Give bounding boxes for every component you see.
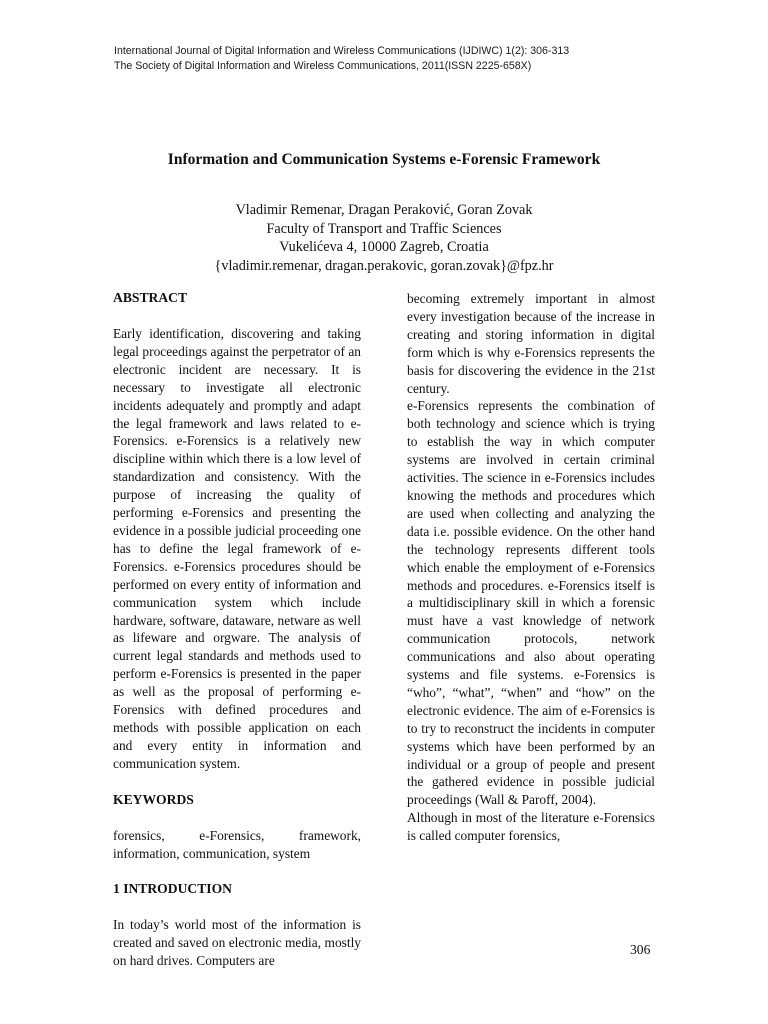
author-block xyxy=(0,201,768,275)
page-number: 306 xyxy=(630,942,651,957)
introduction-paragraph-2: e-Forensics represents the combination of both technology and science which is trying to establish the way in which computer systems are involved in certain criminal activities. The science in e-Forensics includes knowing the methods and procedures which are used when collecting and analyzing the data i.e. possible evidence. On the other hand the technology represents different tools which enable the employment of e-Forensics methods and procedures. e-Forensics itself is a multidisciplinary skill in which a forensic must have a vast knowledge of network communication protocols, network communications and also about operating systems and file systems. e-Forensics is “who”, “what”, “when” and “how” on the electronic evidence. The aim of e-Forensics is to try to reconstruct the incidents in computer systems which have been performed by an individual or a group of people and present the gathered evidence in possible judicial proceedings (Wall & Paroff, 2004). xyxy=(407,398,655,808)
introduction-paragraph-3: Although in most of the literature e-Forensics is called computer forensics, xyxy=(407,810,655,844)
author-names: Vladimir Remenar, Dragan Peraković, Goran Zovak xyxy=(235,202,533,218)
left-column xyxy=(113,289,361,970)
introduction-heading: 1 INTRODUCTION xyxy=(113,881,232,897)
author-affiliation: Faculty of Transport and Traffic Sciences xyxy=(266,220,502,237)
abstract-text: Early identification, discovering and taking legal proceedings against the perpetrator of an electronic incident are necessary. It is necessary to investigate all electronic incidents adequately and promptly and adapt the legal framework and laws related to e-Forensics. e-Forensics is a relatively new discipline within which there is a low level of standardization and consistency. With the purpose of increasing the quality of performing e-Forensics and presenting the evidence in a possible judicial proceeding one has to define the legal framework of e-Forensics. e-Forensics procedures should be performed on every entity of information and communication system which include hardware, software, dataware, netware as well as lifeware and orgware. The analysis of current legal standards and methods used to perform e-Forensics is presented in the paper as well as the proposal of performing e-Forensics with defined procedures and methods with possible application on each and every entity in information and communication system. xyxy=(113,326,361,771)
introduction-paragraph-1-end: becoming extremely important in almost every investigation because of the increase in creating and storing information in digital form which is why e-Forensics represents the basis for discovering the evidence in the 21st century. xyxy=(407,291,655,396)
abstract-heading: ABSTRACT xyxy=(113,290,188,305)
author-emails: {vladimir.remenar, dragan.perakovic, goran.zovak}@fpz.hr xyxy=(214,257,554,274)
journal-header-line-1: International Journal of Digital Information and Wireless Communications (IJDIWC) 1(2): 306-313 xyxy=(114,45,570,57)
keywords-heading: KEYWORDS xyxy=(113,791,194,807)
journal-header xyxy=(114,44,569,74)
right-column xyxy=(407,290,655,845)
journal-header-line-2: The Society of Digital Information and Wireless Communications, 2011(ISSN 2225-658X) xyxy=(114,60,532,72)
introduction-paragraph-1-start: In today’s world most of the information is created and saved on electronic media, mostly on hard drives. Computers are xyxy=(113,917,361,969)
paper-title: Information and Communication Systems e-Forensic Framework xyxy=(167,151,601,168)
keywords-text: forensics, e-Forensics, framework, information, communication, system xyxy=(113,827,361,861)
author-address: Vukelićeva 4, 10000 Zagreb, Croatia xyxy=(279,239,489,255)
